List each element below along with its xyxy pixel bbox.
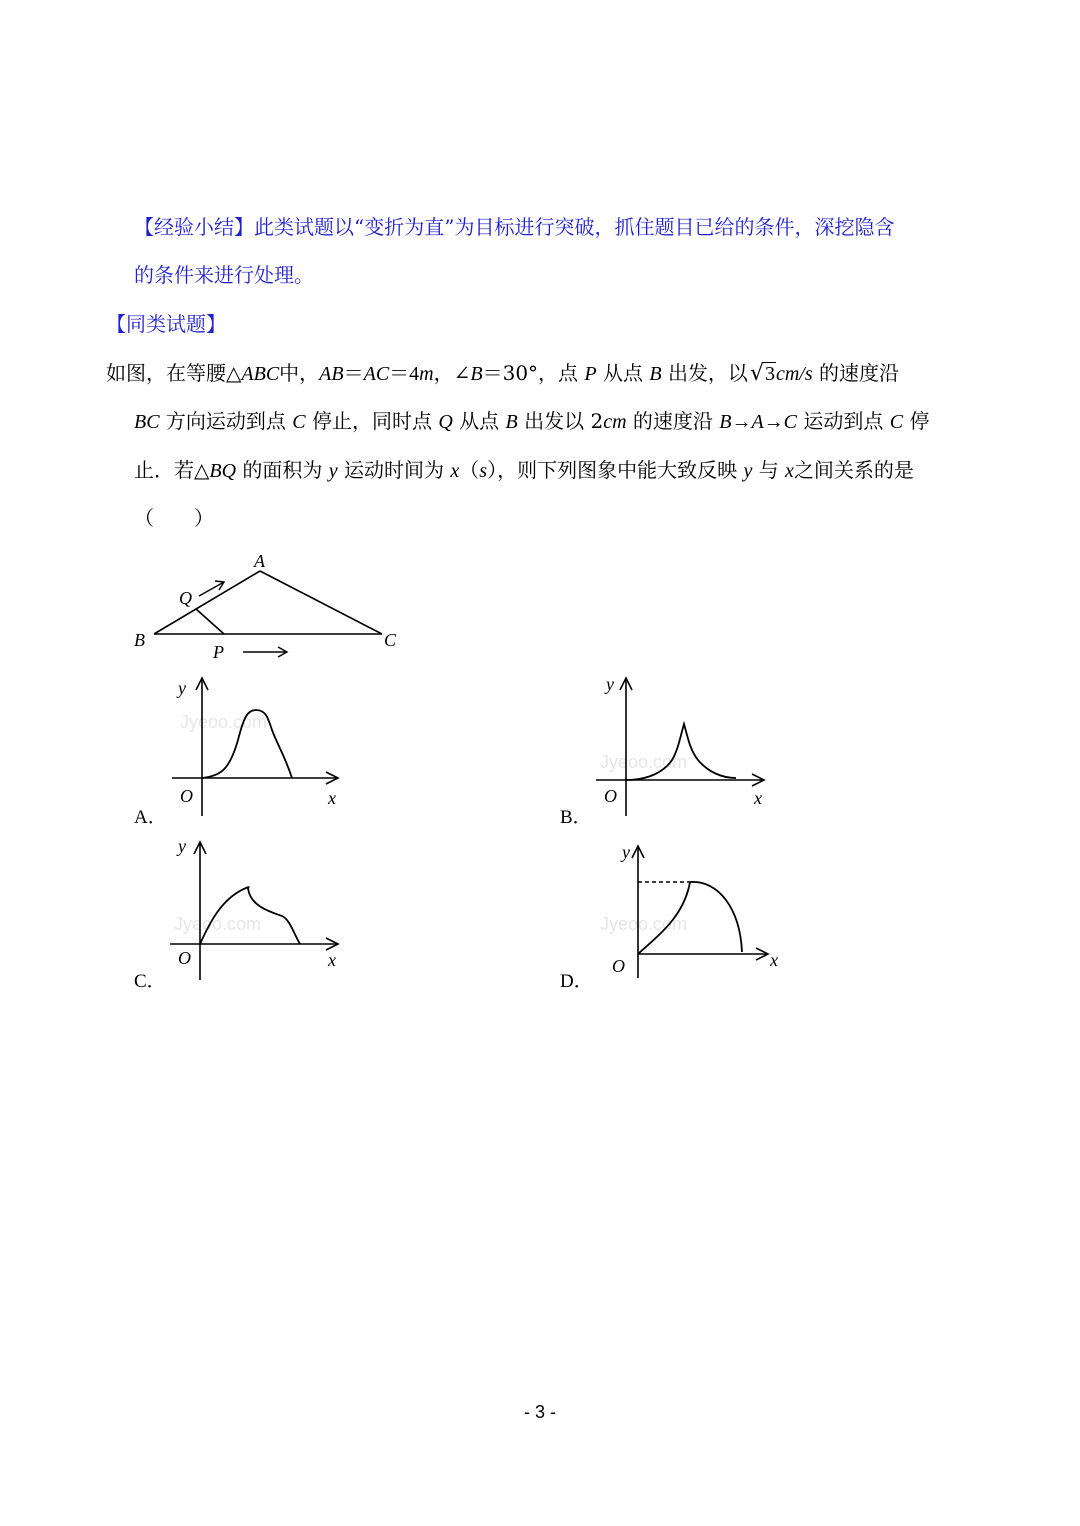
watermark: Jyeoo.com: [600, 914, 688, 934]
math: Q: [438, 411, 453, 433]
arrow: →: [763, 411, 784, 433]
watermark: Jyeoo.com: [600, 752, 688, 772]
option-a-graph: [160, 668, 350, 818]
summary-line-1: [134, 214, 894, 240]
math: C: [889, 411, 904, 433]
similar-heading: [106, 311, 226, 337]
axis-x-label: x: [770, 950, 778, 970]
math: s: [479, 460, 488, 482]
math: ABC: [241, 363, 280, 385]
math: P: [584, 363, 597, 385]
text: 的速度沿: [632, 409, 713, 433]
text: 与: [758, 458, 779, 482]
text: 运动到点: [803, 409, 884, 433]
math: B: [719, 411, 732, 433]
axis-x-label: x: [754, 788, 762, 808]
text: ＝: [343, 361, 364, 385]
math: B: [649, 363, 662, 385]
text: ），则下列图象中能大致反映: [487, 458, 738, 482]
label-c: C: [384, 630, 397, 650]
axis-x-label: x: [328, 950, 336, 970]
axis-y-label: y: [622, 842, 630, 862]
answer-blank: （ ）: [134, 506, 214, 530]
side-ac: [260, 571, 382, 634]
arrow: →: [731, 411, 752, 433]
text: 之间关系的是: [793, 458, 914, 482]
watermark: Jyeoo.com: [174, 914, 262, 934]
summary-text-2: 的条件来进行处理。: [134, 263, 314, 287]
option-d-label[interactable]: D．: [560, 971, 593, 992]
origin-label: O: [178, 948, 191, 968]
sqrt-radicand: 3: [764, 363, 775, 385]
math: AC: [363, 363, 390, 385]
text: 停止，同时点: [311, 409, 432, 433]
text: 运动时间为: [344, 458, 445, 482]
page-number: - 3 -: [523, 1402, 556, 1422]
option-a-label[interactable]: A．: [134, 807, 167, 828]
text: 方向运动到点: [165, 409, 286, 433]
problem-line-4: [134, 505, 214, 531]
text: 出发以 2: [524, 409, 604, 433]
option-d-graph: [600, 836, 790, 986]
axis-x-label: x: [328, 788, 336, 808]
axis-y-label: y: [178, 678, 186, 698]
text: ＝4: [389, 363, 420, 385]
math: y: [743, 460, 753, 482]
problem-line-1: [106, 360, 899, 387]
text: ＝30°，点: [482, 361, 579, 385]
origin-label: O: [612, 956, 625, 976]
text: ，∠: [433, 361, 471, 385]
option-b-graph: [586, 668, 776, 818]
problem-line-2: [134, 408, 929, 435]
text: 中，: [279, 361, 320, 385]
side-ab: [154, 571, 260, 634]
math: x: [450, 460, 460, 482]
label-b: B: [134, 630, 145, 650]
text: 的面积为: [242, 458, 323, 482]
option-c-graph: [160, 832, 350, 982]
origin-label: O: [604, 786, 617, 806]
axis-y-label: y: [178, 836, 186, 856]
sqrt-sign: √: [749, 361, 764, 386]
label-q: Q: [179, 588, 192, 608]
math: m: [419, 363, 434, 385]
label-a: A: [254, 551, 265, 571]
text: 从点: [603, 361, 643, 385]
math: A: [751, 411, 764, 433]
math: y: [328, 460, 338, 482]
math: x: [785, 460, 794, 482]
text: （: [459, 458, 480, 482]
axis-y-label: y: [606, 674, 614, 694]
origin-label: O: [180, 786, 193, 806]
summary-tag: 【经验小结】: [134, 215, 254, 239]
math: AB: [319, 363, 344, 385]
math: C: [783, 411, 798, 433]
math: cm: [603, 411, 627, 433]
summary-text-1: 此类试题以“变折为直”为目标进行突破，抓住题目已给的条件，深挖隐含: [254, 215, 895, 239]
triangle-figure: [126, 548, 416, 668]
math: cm/s: [775, 363, 813, 385]
sqrt-three: [748, 360, 776, 387]
label-p: P: [213, 642, 224, 662]
math: B: [470, 363, 483, 385]
text: 的速度沿: [819, 361, 899, 385]
math: BC: [134, 411, 160, 433]
text: 如图，在等腰△: [106, 361, 242, 385]
text: 出发，以: [667, 361, 748, 385]
watermark: Jyeoo.com: [180, 712, 268, 732]
text: 从点: [459, 409, 500, 433]
problem-line-3: [134, 457, 914, 484]
option-b-label[interactable]: B．: [560, 807, 592, 828]
curve-falling: [690, 882, 742, 952]
math: BQ: [209, 460, 237, 482]
option-c-label[interactable]: C．: [134, 971, 166, 992]
summary-line-2: [134, 262, 314, 288]
text: 停: [909, 409, 930, 433]
math: B: [505, 411, 518, 433]
math: C: [292, 411, 306, 433]
segment-pq: [196, 609, 224, 634]
text: 止．若△: [134, 458, 210, 482]
similar-tag: 【同类试题】: [106, 312, 226, 336]
